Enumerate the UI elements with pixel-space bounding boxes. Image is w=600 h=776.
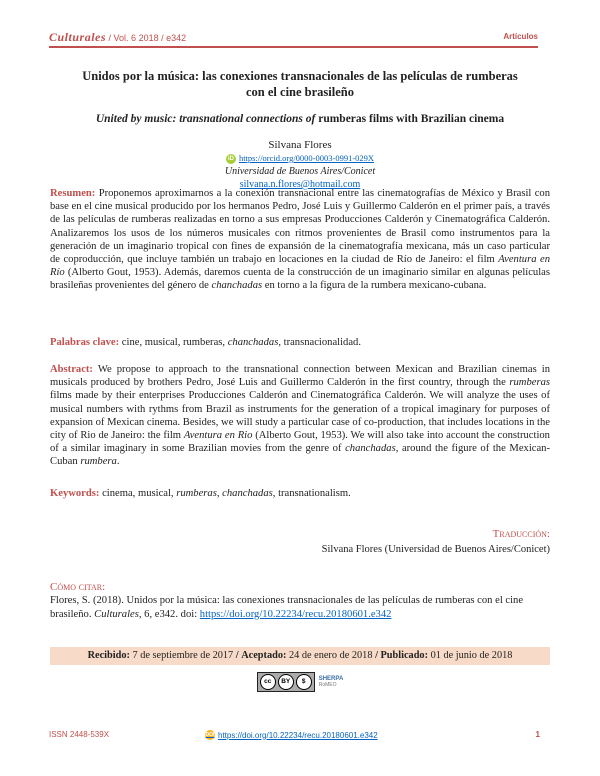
english-title — [50, 113, 550, 125]
abstract-text-4: , around the figure of the Mexican-Cuban — [50, 443, 550, 468]
header-rule — [49, 46, 538, 48]
received-date: 7 de septiembre de 2017 — [132, 650, 234, 661]
abstract-text-2: films made by their enterprises Producciones Calderón and Cinematográfica Calderón. We will analyze the uses of musical numbers with rythms from Brazil as instruments for the generation of a tropical imaginary for purposes of expansion of Mexican cinema. Besides, we will study a particular case of co-production, that includes locations in the city of Rio de Janeiro: the film — [50, 390, 550, 442]
abstract-text-1: We propose to approach to the transnational connection between Mexican and Brazilian cinemas in musicals produced by brothers Pedro, José Luis and Guillermo Calderón in the first country, through the — [50, 364, 551, 389]
resumen-paragraph — [50, 187, 550, 293]
translation-text: Silvana Flores (Universidad de Buenos Aires/Conicet) — [321, 544, 550, 555]
footer-doi-link[interactable]: https://doi.org/10.22234/recu.20180601.e342 — [218, 730, 378, 740]
keywords-italic-2: chanchadas — [222, 488, 273, 499]
author-affiliation: Universidad de Buenos Aires/Conicet — [224, 166, 376, 177]
keywords-label: Keywords: — [50, 488, 100, 499]
dates-band — [50, 647, 550, 665]
author-name: Silvana Flores — [268, 139, 332, 151]
english-title-italic: United by music: transnational connections of — [95, 113, 316, 125]
issn: ISSN 2448-539X — [49, 730, 110, 739]
article-title — [60, 68, 540, 100]
issue-info: / Vol. 6 2018 / e342 — [108, 33, 187, 43]
palabras-clave — [50, 336, 550, 349]
abstract-film: Aventura en Rio — [183, 430, 253, 442]
palabras-label: Palabras clave: — [50, 337, 120, 348]
resumen-label: Resumen: — [50, 188, 96, 199]
dates-sep-2: / — [375, 650, 378, 661]
cc-license-badge[interactable] — [257, 672, 315, 692]
journal-logo: Culturales — [49, 30, 107, 44]
cc-icon: cc — [260, 674, 276, 690]
keywords-text-2: , transnationalism. — [272, 488, 351, 499]
author-email[interactable]: silvana.n.flores@hotmail.com — [239, 179, 361, 190]
cite-text — [50, 594, 550, 622]
palabras-text-1: cine, musical, rumberas, — [121, 337, 226, 348]
abstract-italic-1: rumberas — [509, 377, 550, 389]
page-number: 1 — [535, 730, 540, 739]
sherpa-name: SHERPA — [318, 676, 344, 682]
resumen-text-3: en torno a la figura de la rumbera mexicano-cubana. — [264, 280, 487, 292]
abstract-italic-3: rumbera — [80, 456, 117, 468]
abstract-paragraph — [50, 363, 550, 469]
author-block — [100, 139, 500, 191]
license-area — [0, 672, 600, 692]
received-label: Recibido: — [87, 650, 130, 661]
cc-by-icon: BY — [278, 674, 294, 690]
cite-doi-link[interactable]: https://doi.org/10.22234/recu.20180601.e342 — [199, 609, 392, 620]
title-line-1: Unidos por la música: las conexiones transnacionales de las películas de rumberas — [82, 69, 518, 83]
published-date: 01 de junio de 2018 — [430, 650, 513, 661]
dates-sep-1: / — [235, 650, 239, 661]
english-title-bold: rumberas films with Brazilian cinema — [318, 113, 505, 125]
abstract-italic-2: chanchadas — [345, 443, 396, 455]
title-line-2: con el cine brasileño — [246, 85, 354, 99]
published-label: Publicado: — [380, 650, 429, 661]
abstract-text-3: (Alberto Gout, 1953). We will also take into account the construction of a similar imaginary in some Brazilian movies from the genre of — [50, 430, 550, 455]
palabras-italic: chanchadas — [227, 337, 279, 348]
footer-doi[interactable] — [205, 730, 378, 740]
cite-text-2: , 6, e342. doi: — [138, 609, 198, 620]
abstract-text-5: . — [116, 456, 120, 468]
keywords — [50, 487, 550, 500]
resumen-text-2: (Alberto Gout, 1953). Además, daremos cuenta de la construcción de un imaginario similar en algunas películas brasileñas provenientes del género de — [50, 267, 550, 292]
cite-block — [50, 580, 550, 622]
orcid-icon: iD — [227, 155, 234, 162]
resumen-film: Aventura en Río — [50, 254, 550, 279]
resumen-genre: chanchadas — [211, 280, 263, 292]
sherpa-romeo-logo[interactable] — [319, 676, 344, 688]
page-header — [49, 30, 538, 46]
orcid-line — [100, 152, 500, 165]
sherpa-sub: RoMEO — [318, 682, 337, 688]
resumen-text-1: Proponemos aproximarnos a la conexión transnacional entre las cinematografías de México y Brasil con base en el cine musical producido por los hermanos Pedro, José Luis y Guillermo Calderón en el primer país, a través de las películas de rumberas realizadas en torno a sus empresas Producciones Calderón y Cinematográfica Calderón. Analizaremos los usos de los números musicales con ritmos provenientes de Brasil como instrumentos para la generación de un imaginario tropical con fines de expansión de la cinematografía mexicana, más un caso particular de coproducción, que incluye también un trabajo en locaciones en la ciudad de Río de Janeiro: el film — [50, 188, 550, 266]
journal-header — [49, 30, 186, 45]
keywords-text-1: cinema, musical, — [102, 488, 174, 499]
cite-text-1: Flores, S. (2018). Unidos por la música: las conexiones transnacionales de las películas de rumberas con el cine brasileño. — [50, 595, 524, 620]
keywords-sep: , — [216, 488, 220, 499]
abstract-label: Abstract: — [50, 364, 93, 375]
cite-label: Cómo citar: — [50, 581, 106, 593]
cc-nc-icon: $ — [296, 674, 312, 690]
section-label: Artículos — [503, 32, 538, 41]
page-footer — [49, 730, 540, 744]
translation-block — [322, 527, 550, 557]
palabras-text-2: , transnacionalidad. — [278, 337, 361, 348]
doi-icon: DOI — [205, 732, 215, 738]
accepted-date: 24 de enero de 2018 — [288, 650, 373, 661]
cite-journal: Culturales — [94, 609, 139, 620]
translation-label: Traducción: — [492, 528, 550, 540]
accepted-label: Aceptado: — [241, 650, 287, 661]
orcid-link[interactable]: https://orcid.org/0000-0003-0991-029X — [238, 153, 375, 163]
keywords-italic-1: rumberas — [176, 488, 217, 499]
